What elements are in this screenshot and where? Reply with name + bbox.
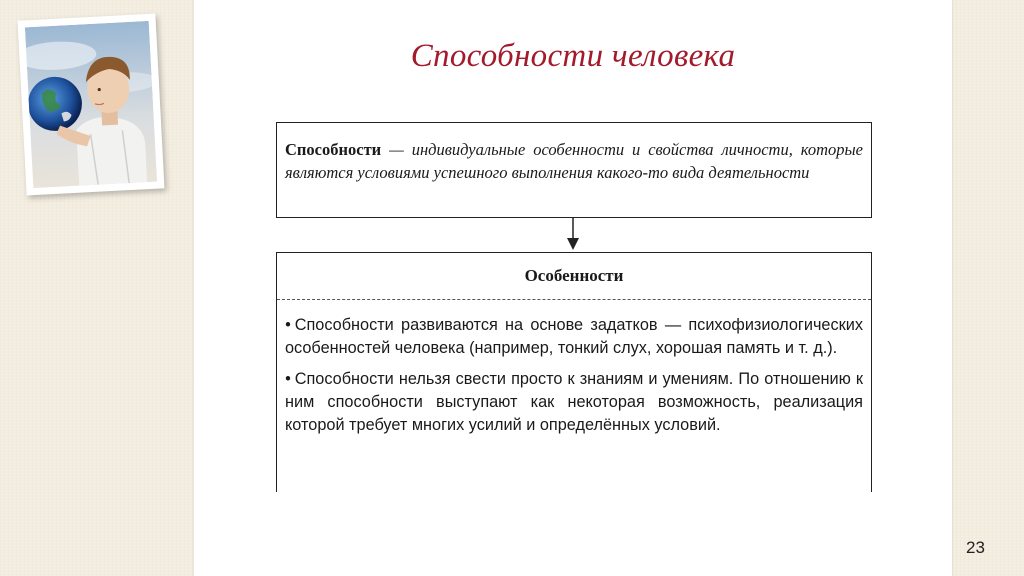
boy-holding-globe-photo	[25, 21, 157, 188]
list-item-text: Способности нельзя свести просто к знаниям и умениям. По отношению к ним способности выступают как некоторая возможность, реализация которой требует многих усилий и определённых условий.	[285, 370, 863, 434]
photo-frame	[18, 14, 165, 196]
slide-title: Способности человека	[410, 38, 736, 74]
arrow-down-icon	[566, 218, 580, 252]
list-item	[285, 368, 863, 437]
page-number: 23	[966, 538, 985, 557]
definition-box	[276, 122, 872, 218]
definition-text: индивидуальные особенности и свойства личности, которые являются условиями успешного выполнения какого-то вида деятельности	[285, 140, 864, 182]
list-item-text: Способности развиваются на основе задатков — психофизиологических особенностей человека (например, тонкий слух, хорошая память и т. д.).	[285, 316, 863, 357]
definition-term: Способности	[285, 140, 382, 159]
features-box	[276, 252, 872, 492]
definition-dash: —	[381, 140, 412, 159]
features-heading: Особенности	[524, 266, 624, 285]
features-list	[277, 300, 871, 437]
list-item	[285, 314, 863, 360]
bullet-icon: •	[285, 316, 291, 334]
bullet-icon: •	[285, 370, 291, 388]
